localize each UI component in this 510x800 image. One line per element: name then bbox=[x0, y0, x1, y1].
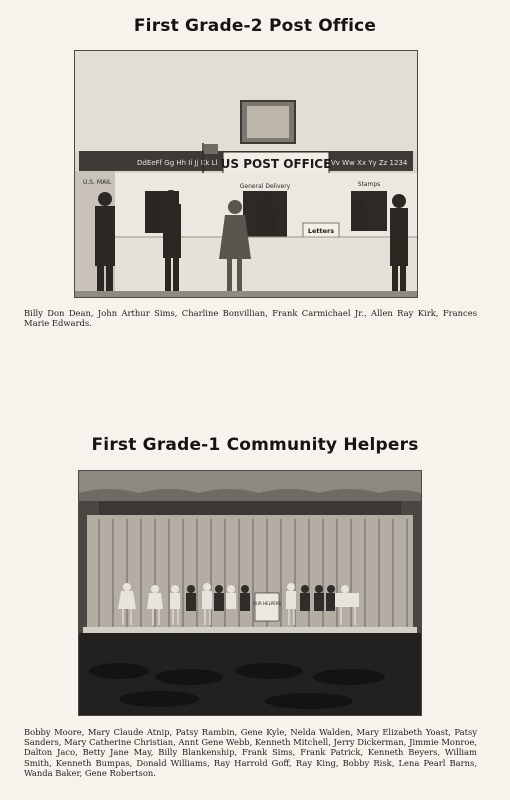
stamps-sign: Stamps bbox=[357, 181, 381, 188]
alphabet-strip-left: DdEeFf Gg Hh Ii Jj Kk Ll bbox=[137, 159, 218, 167]
alphabet-strip-right: Vv Ww Xx Yy Zz 1234 bbox=[331, 159, 408, 167]
section-title-community-helpers: First Grade-1 Community Helpers bbox=[91, 435, 419, 455]
general-delivery-sign: General Delivery bbox=[239, 183, 291, 190]
us-post-office-sign: US POST OFFICE bbox=[220, 157, 332, 171]
caption-post-office: Billy Don Dean, John Arthur Sims, Charline Bonvillian, Frank Carmichael Jr., Allen Ray Kirk, Frances Marie Edwards. bbox=[24, 308, 477, 329]
section-title-post-office: First Grade-2 Post Office bbox=[133, 16, 377, 36]
us-mail-sign: U.S. MAIL bbox=[83, 179, 112, 186]
our-helpers-sign: OUR HELPERS bbox=[252, 601, 282, 606]
photo-post-office bbox=[74, 50, 418, 298]
photo-community-helpers bbox=[78, 470, 422, 716]
letters-sign: Letters bbox=[307, 227, 335, 235]
caption-community-helpers: Bobby Moore, Mary Claude Atnip, Patsy Rambin, Gene Kyle, Nelda Walden, Mary Elizabeth Yoast, Patsy Sanders, Mary Catherine Christian, Annt Gene Webb, Kenneth Mitchell, Jerry Dickerman, Jimmie Monroe, Dalton Jaco, Betty Jane May, Billy Blankenship, Frank Sims, Frank Patrick, Kenneth Beyers, William Smith, Kenneth Bumpas, Donald Williams, Ray Harrold Goff, Ray King, Bobby Risk, Lena Pearl Barns, Wanda Baker, Gene Robertson. bbox=[24, 727, 477, 778]
